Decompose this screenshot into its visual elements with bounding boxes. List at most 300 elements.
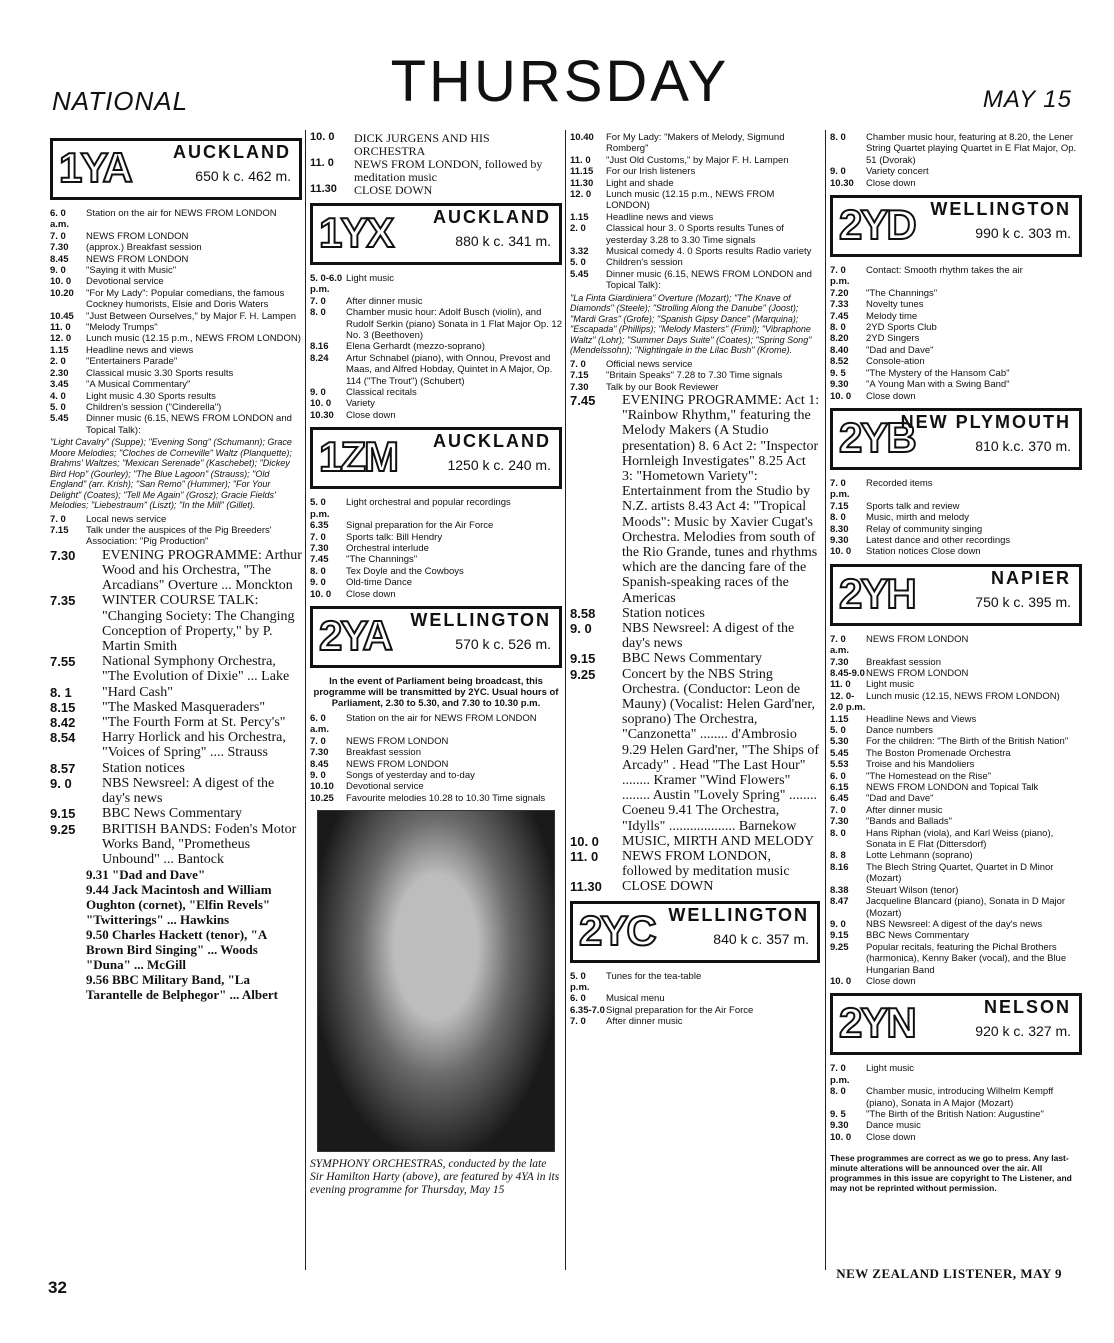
schedule-entry: [830, 299, 1082, 310]
entry-text: Devotional service: [86, 276, 164, 288]
entry-time: 5.45: [830, 747, 849, 759]
station-box-2ya: [310, 606, 562, 668]
entry-text: "A Young Man with a Swing Band": [866, 379, 1010, 391]
entry-time: 9. 0: [830, 918, 846, 930]
schedule-entry: [830, 714, 1082, 725]
schedule-entry: [570, 1005, 820, 1016]
entry-text: "Bands and Ballads": [866, 816, 952, 828]
schedule-entry: [50, 208, 302, 231]
schedule-entry: [50, 806, 302, 821]
schedule-entry: [570, 382, 820, 393]
schedule-entry: [310, 577, 562, 588]
schedule-entry: [570, 971, 820, 994]
entry-text: "The Masked Masqueraders": [102, 699, 266, 715]
entry-text: Official news service: [606, 358, 693, 370]
schedule-entry: [570, 651, 820, 666]
schedule-entry: [570, 246, 820, 257]
entry-text: Musical comedy 4. 0 Sports results Radio variety: [606, 246, 812, 258]
entry-time: 6. 0: [570, 993, 586, 1005]
schedule-entry: [310, 543, 562, 554]
entry-time: 2.30: [50, 367, 69, 379]
station-frequency: 1250 k c. 240 m.: [447, 457, 551, 474]
entry-text: "Dad and Dave": [866, 344, 934, 356]
entry-time: 9.15: [50, 806, 76, 822]
evening-schedule: [50, 548, 302, 867]
entry-time: 9. 5: [830, 367, 846, 379]
column-3: [570, 132, 820, 1028]
schedule-list: [830, 634, 1082, 988]
station-frequency: 750 k c. 395 m.: [975, 593, 1071, 610]
schedule-entry: [310, 770, 562, 781]
entry-text: National Symphony Orchestra, "The Evolution of Dixie" ... Lake: [102, 654, 290, 685]
schedule-entry: [570, 1016, 820, 1027]
schedule-entry: [830, 805, 1082, 816]
schedule-entry: [310, 158, 562, 184]
schedule-entry: [50, 730, 302, 760]
entry-text: Talk under the auspices of the Pig Breeders' Association: "Pig Production": [86, 525, 272, 548]
entry-text: Troise and his Mandoliers: [866, 759, 975, 771]
entry-text: BBC News Commentary: [866, 930, 969, 942]
station-city: AUCKLAND: [433, 431, 551, 452]
schedule-entry: [830, 1086, 1082, 1109]
schedule-entry: [830, 1120, 1082, 1131]
schedule-entry: [50, 368, 302, 379]
entry-time: 8.15: [50, 699, 76, 715]
station-city: NEW PLYMOUTH: [900, 411, 1071, 432]
entry-time: 8. 0: [830, 827, 846, 839]
entry-text: Light and shade: [606, 177, 674, 189]
entry-time: 10.45: [50, 310, 74, 322]
entry-text: The Blech String Quartet, Quartet in D Minor (Mozart): [866, 861, 1054, 885]
entry-time: 5. 0: [50, 401, 66, 413]
schedule-entry: [830, 668, 1082, 679]
schedule-entry: [570, 223, 820, 246]
entry-text: 2YD Sports Club: [866, 322, 937, 334]
schedule-entry: [50, 379, 302, 390]
station-box-1zm: [310, 427, 562, 489]
entry-time: 11. 0: [570, 154, 591, 166]
entry-text: Signal preparation for the Air Force: [606, 1004, 754, 1016]
entry-time: 7.35: [50, 593, 76, 609]
entry-time: 7.45: [310, 554, 329, 566]
entry-time: 9. 0: [570, 620, 592, 636]
entry-time: 12. 0: [50, 333, 72, 345]
schedule-entry: [570, 166, 820, 177]
band-item: 9.44 Jack Macintosh and William Oughton (cornet), "Elfin Revels": [86, 882, 272, 913]
photo-caption: SYMPHONY ORCHESTRAS, conducted by the late Sir Hamilton Harty (above), are featured by 4YA in its evening programme for Thursday, May 15: [310, 1158, 560, 1197]
entry-text: Favourite melodies 10.28 to 10.30 Time signals: [346, 792, 546, 804]
entry-text: "The Birth of the British Nation: Augustine": [866, 1108, 1044, 1120]
entry-text: Breakfast session: [346, 747, 421, 759]
station-frequency: 650 k c. 462 m.: [195, 168, 291, 184]
schedule-entry: [570, 834, 820, 849]
schedule-entry: [310, 566, 562, 577]
entry-text: "For My Lady": Popular comedians, the famous Cockney humorists, Elsie and Doris Waters: [86, 287, 285, 311]
schedule-entry: [50, 242, 302, 253]
schedule-list: [50, 514, 302, 548]
schedule-entry: [570, 212, 820, 223]
schedule-entry: [570, 269, 820, 292]
entry-text: Headline news and views: [86, 344, 194, 356]
entry-time: 11.30: [570, 879, 602, 895]
station-logo: 2YD: [839, 201, 915, 249]
station-frequency: 880 k c. 341 m.: [455, 233, 551, 249]
entry-time: 6.45: [830, 793, 849, 805]
schedule-entry: [830, 356, 1082, 367]
entry-time: 7. 0 p.m.: [830, 477, 850, 501]
entry-time: 5. 0-6.0 p.m.: [310, 273, 343, 296]
schedule-entry: [310, 273, 562, 296]
schedule-entry: [570, 621, 820, 651]
station-frequency: 840 k c. 357 m.: [713, 930, 809, 947]
entry-text: Dance music: [866, 1120, 921, 1132]
entry-time: 8.57: [50, 760, 76, 776]
entry-time: 7. 0 p.m.: [830, 265, 850, 288]
entry-text: NEWS FROM LONDON: [346, 735, 449, 747]
schedule-entry: [830, 691, 1082, 714]
entry-text: WINTER COURSE TALK: "Changing Society: The Changing Conception of Property," by P. Martin Smith: [102, 593, 295, 655]
schedule-entry: [310, 554, 562, 565]
entry-text: Close down: [866, 1131, 916, 1143]
entry-text: NBS Newsreel: A digest of the day's news: [866, 918, 1043, 930]
schedule-entry: [830, 333, 1082, 344]
entry-text: Station notices: [102, 760, 185, 776]
schedule-entry: [50, 525, 302, 548]
entry-text: Variety concert: [866, 166, 929, 178]
entry-time: 7. 0: [310, 531, 326, 543]
schedule-entry: [570, 359, 820, 370]
entry-time: 6. 0 a.m.: [310, 712, 330, 736]
entry-time: 9.25: [570, 666, 596, 682]
station-logo: 2YN: [839, 999, 915, 1047]
station-logo: 1ZM: [319, 433, 397, 481]
entry-text: Close down: [346, 409, 396, 421]
schedule-entry: [830, 132, 1082, 166]
schedule-entry: [830, 512, 1082, 523]
entry-text: BBC News Commentary: [622, 651, 762, 667]
entry-text: After dinner music: [866, 804, 943, 816]
entry-time: 7. 0: [570, 358, 586, 370]
schedule-entry: [830, 311, 1082, 322]
entry-text: Tex Doyle and the Cowboys: [346, 565, 464, 577]
entry-time: 9.15: [830, 930, 849, 942]
schedule-entry: [830, 501, 1082, 512]
entry-text: Local news service: [86, 513, 167, 525]
entry-text: Musical menu: [606, 993, 665, 1005]
entry-time: 8. 8: [830, 850, 846, 862]
entry-time: 7.30: [570, 381, 589, 393]
schedule-entry: [570, 132, 820, 155]
entry-text: Sports talk: Bill Hendry: [346, 531, 443, 543]
schedule-entry: [310, 793, 562, 804]
entry-time: 11.30: [310, 183, 337, 195]
column-divider: [565, 130, 566, 1270]
conductor-photo: [317, 810, 555, 1152]
entry-time: 9.30: [830, 534, 849, 546]
schedule-entry: [50, 413, 302, 436]
entry-text: "The Mystery of the Hansom Cab": [866, 367, 1010, 379]
station-box-2yc: [570, 901, 820, 963]
entry-text: Novelty tunes: [866, 299, 924, 311]
schedule-entry: [830, 759, 1082, 770]
entry-time: 7. 0 p.m.: [830, 1063, 850, 1086]
schedule-list: [50, 208, 302, 436]
entry-text: NEWS FROM LONDON, followed by meditation music: [622, 849, 790, 880]
page-title: THURSDAY: [390, 49, 730, 114]
schedule-entry: [830, 976, 1082, 987]
entry-text: Light music: [866, 1063, 915, 1075]
entry-text: NEWS FROM LONDON: [86, 230, 189, 242]
schedule-entry: [310, 353, 562, 387]
entry-text: Artur Schnabel (piano), with Onnou, Prevost and Maas, and Alfred Hobday, Quintet in A Major, Op. 114 ("The Trout") (Schubert): [346, 352, 553, 387]
entry-time: 10. 0: [310, 588, 332, 600]
schedule-entry: [830, 478, 1082, 501]
entry-text: Hans Riphan (viola), and Karl Weiss (piano), Sonata in E Flat (Dittersdorf): [866, 827, 1054, 851]
station-box-2yd: [830, 195, 1082, 257]
entry-text: Recorded items: [866, 477, 933, 489]
station-city: AUCKLAND: [433, 207, 551, 227]
entry-text: Latest dance and other recordings: [866, 534, 1011, 546]
entry-text: Light music 4.30 Sports results: [86, 390, 216, 402]
column-2: [310, 132, 562, 1197]
entry-time: 1.15: [50, 344, 69, 356]
schedule-entry: [570, 370, 820, 381]
schedule-entry: [830, 265, 1082, 288]
schedule-entry: [50, 715, 302, 730]
entry-time: 7.30: [310, 747, 329, 759]
entry-time: 8.45: [310, 758, 329, 770]
schedule-entry: [830, 345, 1082, 356]
entry-time: 5. 0 p.m.: [310, 497, 330, 520]
schedule-list: [830, 132, 1082, 189]
entry-time: 6. 0 a.m.: [50, 208, 70, 231]
band-items: [50, 867, 302, 1002]
entry-text: Station notices: [622, 605, 705, 621]
schedule-entry: [830, 379, 1082, 390]
entry-time: 7.20: [830, 287, 849, 299]
schedule-entry: [570, 189, 820, 212]
schedule-entry: [830, 679, 1082, 690]
station-box-2yb: [830, 408, 1082, 470]
entry-text: Lunch music (12.15, NEWS FROM LONDON): [866, 690, 1060, 702]
entry-time: 9. 0: [830, 166, 846, 178]
column-divider: [825, 130, 826, 1270]
entry-text: Orchestral interlude: [346, 542, 429, 554]
schedule-entry: [310, 781, 562, 792]
entry-time: 2. 0: [570, 223, 586, 235]
entry-text: NBS Newsreel: A digest of the day's news: [622, 620, 795, 652]
page-number: 32: [48, 1278, 67, 1297]
entry-text: Relay of community singing: [866, 523, 983, 535]
entry-text: "Hard Cash": [102, 684, 173, 700]
entry-time: 4. 0: [50, 390, 66, 402]
schedule-entry: [310, 736, 562, 747]
station-logo: 2YC: [579, 906, 655, 954]
entry-text: Harry Horlick and his Orchestra, "Voices of Spring" .... Strauss: [102, 730, 286, 761]
entry-text: Contact: Smooth rhythm takes the air: [866, 265, 1023, 277]
entry-text: Dance numbers: [866, 725, 934, 736]
station-logo: 1YX: [319, 209, 393, 256]
entry-time: 10. 0: [310, 131, 335, 143]
schedule-entry: [310, 132, 562, 158]
station-frequency: 570 k c. 526 m.: [455, 635, 551, 652]
schedule-entry: [50, 265, 302, 276]
schedule-entry: [830, 166, 1082, 177]
entry-text: "Entertainers Parade": [86, 356, 178, 368]
entry-text: "The Fourth Form at St. Percy's": [102, 715, 286, 731]
entry-time: 9. 0: [310, 769, 326, 781]
entry-time: 7.55: [50, 654, 76, 670]
schedule-entry: [50, 254, 302, 265]
entry-text: Station on the air for NEWS FROM LONDON: [86, 208, 277, 219]
entry-text: BBC News Commentary: [102, 806, 242, 822]
entry-time: 10.20: [50, 287, 74, 299]
schedule-entry: [830, 546, 1082, 557]
entry-text: Melody time: [866, 310, 918, 322]
entry-time: 7.30: [830, 816, 849, 828]
entry-time: 7. 0: [310, 735, 326, 747]
entry-time: 9. 0: [50, 265, 66, 277]
schedule-entry: [570, 393, 820, 606]
entry-text: Light music: [866, 679, 915, 691]
entry-time: 8.54: [50, 730, 76, 746]
entry-text: Signal preparation for the Air Force: [346, 520, 494, 532]
entry-time: 10. 0: [570, 833, 599, 849]
entry-time: 8. 0: [310, 307, 326, 319]
entry-text: Children's session: [606, 257, 683, 269]
entry-time: 8.38: [830, 884, 849, 896]
entry-text: "Britain Speaks" 7.28 to 7.30 Time signals: [606, 370, 783, 382]
entry-text: Old-time Dance: [346, 577, 412, 589]
schedule-entry: [50, 685, 302, 700]
entry-time: 11.30: [570, 177, 594, 189]
schedule-entry: [50, 548, 302, 594]
entry-text: Lotte Lehmann (soprano): [866, 850, 973, 862]
entry-text: NEWS FROM LONDON: [86, 253, 189, 265]
entry-text: Close down: [866, 390, 916, 402]
entry-text: Sports talk and review: [866, 500, 960, 512]
dinner-music-list: "La Finta Giardiniera" Overture (Mozart); "The Knave of Diamonds" (Steele); "Strolling Along the Danube" (Joost); "Mardi Gras" (Grofe); "Spanish Gipsy Dance" (Marquina); "Escapada" (Phillips); "Melody Masters" (Friml); "Vibraphone Waltz" (Lohr); "Summer Days Suite" (Coates); "Spring Song" (Mendelssohn); "Nightingale in the Lilac Bush" (Krome).: [570, 292, 812, 356]
schedule-entry: [50, 391, 302, 402]
schedule-entry: [830, 368, 1082, 379]
entry-text: EVENING PROGRAMME: Arthur Wood and his Orchestra, "The Arcadians" Overture ... Monckton: [102, 547, 302, 594]
schedule-entry: [830, 862, 1082, 885]
station-city: WELLINGTON: [930, 199, 1071, 220]
entry-time: 9.30: [830, 379, 849, 391]
schedule-list: [830, 1063, 1082, 1143]
entry-time: 7. 0: [50, 230, 66, 242]
schedule-entry: [830, 1132, 1082, 1143]
entry-time: 10. 0: [830, 1131, 852, 1143]
schedule-entry: [570, 667, 820, 834]
station-frequency: 920 k c. 327 m.: [975, 1023, 1071, 1040]
schedule-entry: [570, 849, 820, 879]
schedule-entry: [830, 1109, 1082, 1120]
schedule-entry: [50, 345, 302, 356]
entry-text: Dinner music (6.15, NEWS FROM LONDON and Topical Talk):: [86, 413, 292, 436]
entry-text: NBS Newsreel: A digest of the day's news: [102, 775, 275, 807]
schedule-list: [570, 132, 820, 292]
schedule-entry: [570, 606, 820, 621]
entry-text: Classical hour 3. 0 Sports results Tunes of yesterday 3.28 to 3.30 Time signals: [606, 223, 784, 246]
station-frequency: 990 k c. 303 m.: [975, 225, 1071, 242]
entry-text: Tunes for the tea-table: [606, 970, 702, 982]
entry-text: Close down: [866, 177, 916, 189]
station-logo: 2YB: [839, 413, 915, 461]
entry-text: NEWS FROM LONDON: [346, 758, 449, 770]
entry-text: Classical recitals: [346, 387, 417, 399]
schedule-entry: [830, 391, 1082, 402]
entry-text: Light music: [346, 273, 395, 284]
station-box-2yh: [830, 564, 1082, 626]
station-city: AUCKLAND: [173, 142, 291, 162]
schedule-entry: [310, 341, 562, 352]
schedule-entry: [830, 793, 1082, 804]
entry-time: 7.30: [830, 656, 849, 668]
entry-time: 5. 0 p.m.: [570, 970, 590, 994]
schedule-entry: [830, 1063, 1082, 1086]
schedule-entry: [50, 356, 302, 367]
schedule-entry: [310, 398, 562, 409]
schedule-list: [310, 713, 562, 804]
entry-time: 8.30: [830, 523, 849, 535]
schedule-entry: [830, 930, 1082, 941]
schedule-entry: [50, 593, 302, 654]
entry-text: The Boston Promenade Orchestra: [866, 747, 1011, 759]
entry-text: Children's session ("Cinderella"): [86, 401, 222, 413]
entry-text: "Melody Trumps": [86, 322, 158, 334]
entry-time: 9. 0: [310, 577, 326, 589]
entry-time: 12. 0: [570, 189, 592, 201]
schedule-entry: [50, 654, 302, 684]
entry-text: CLOSE DOWN: [354, 183, 433, 197]
entry-time: 8.52: [830, 356, 849, 368]
schedule-entry: [50, 322, 302, 333]
schedule-entry: [50, 822, 302, 868]
entry-time: 10.10: [310, 781, 334, 793]
schedule-entry: [310, 589, 562, 600]
schedule-entry: [50, 761, 302, 776]
schedule-entry: [310, 520, 562, 531]
entry-text: Headline news and views: [606, 211, 714, 223]
entry-time: 10. 0: [830, 390, 852, 402]
schedule-entry: [830, 657, 1082, 668]
entry-time: 7.30: [50, 547, 76, 563]
entry-time: 8. 0: [830, 512, 846, 524]
entry-time: 8.16: [830, 861, 849, 873]
entry-text: Music, mirth and melody: [866, 512, 969, 524]
entry-text: Light orchestral and popular recordings: [346, 497, 511, 509]
entry-time: 11. 0: [310, 157, 334, 169]
schedule-entry: [830, 816, 1082, 827]
entry-time: 7. 0: [310, 295, 326, 307]
entry-time: 10. 0: [50, 276, 72, 288]
entry-time: 6.35-7.0: [570, 1004, 605, 1016]
entry-text: After dinner music: [346, 295, 423, 307]
schedule-entry: [570, 993, 820, 1004]
entry-text: Variety: [346, 398, 375, 410]
entry-text: NEWS FROM LONDON, followed by meditation music: [354, 157, 543, 184]
entry-time: 7. 0: [50, 513, 66, 525]
magazine-footer: NEW ZEALAND LISTENER, MAY 9: [836, 1266, 1062, 1281]
entry-time: 1.15: [830, 713, 849, 725]
entry-time: 7. 0: [570, 1016, 586, 1028]
entry-time: 5.45: [570, 268, 589, 280]
entry-time: 6.15: [830, 782, 849, 794]
entry-time: 11.15: [570, 166, 594, 178]
schedule-entry: [50, 700, 302, 715]
band-item: "Twitterings" ... Hawkins: [86, 912, 230, 928]
